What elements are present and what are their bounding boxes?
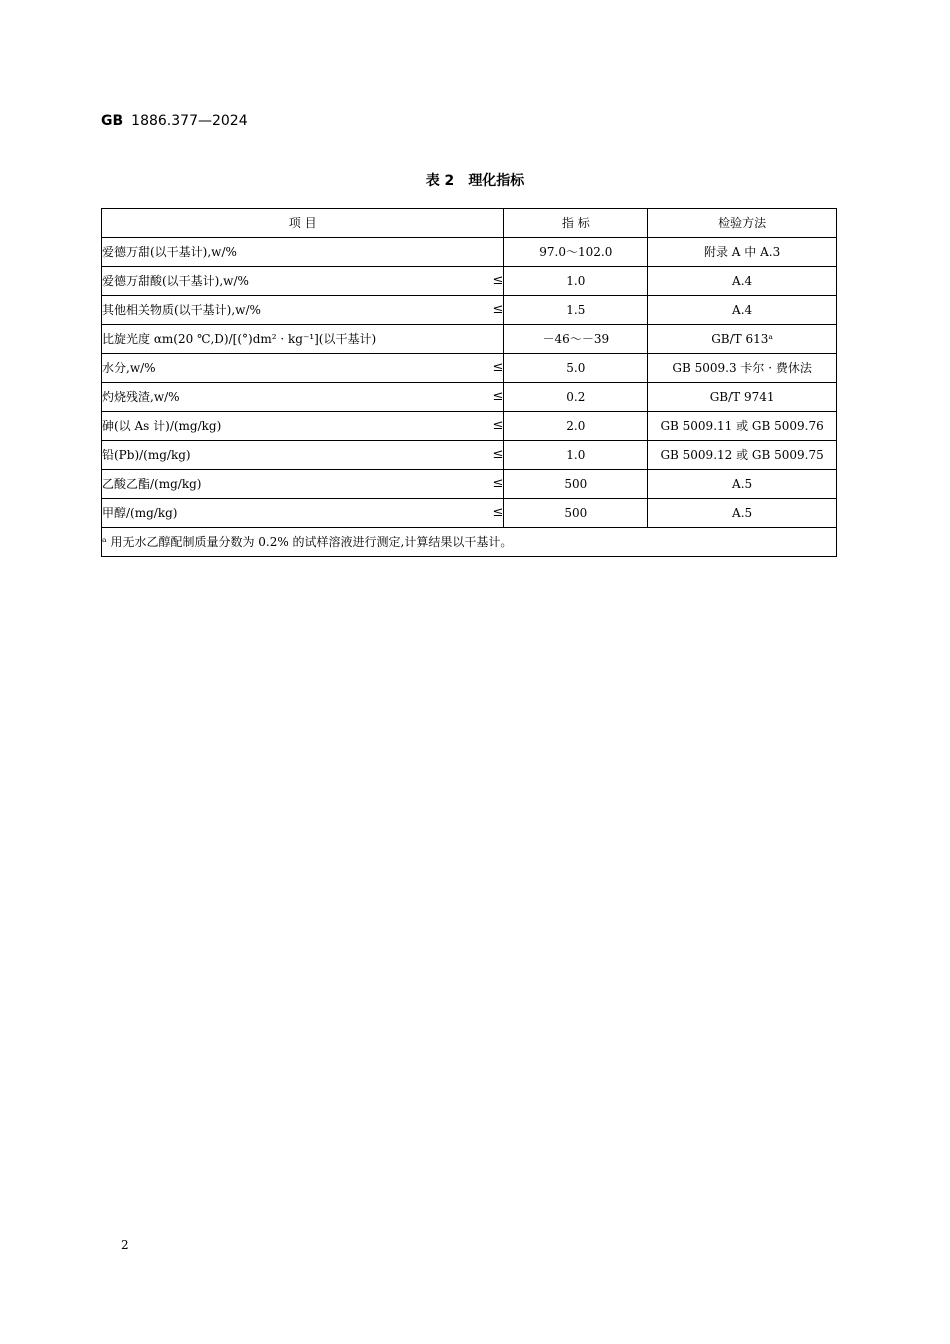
table-row bbox=[102, 470, 837, 499]
item-cell bbox=[102, 383, 504, 412]
table-row bbox=[102, 325, 837, 354]
table-row bbox=[102, 267, 837, 296]
value-cell: 5.0 bbox=[504, 354, 648, 383]
table-row bbox=[102, 383, 837, 412]
table-row bbox=[102, 441, 837, 470]
item-label: 砷(以 As 计)/(mg/kg) bbox=[102, 419, 222, 433]
header-value: 指 标 bbox=[504, 209, 648, 238]
table-number: 表 2 bbox=[425, 173, 455, 189]
item-label: 爱德万甜(以干基计),w/% bbox=[102, 245, 237, 259]
standard-number: 1886.377—2024 bbox=[131, 113, 248, 129]
condition-symbol: ≤ bbox=[492, 273, 504, 288]
method-cell: 附录 A 中 A.3 bbox=[648, 238, 837, 267]
item-label: 铅(Pb)/(mg/kg) bbox=[102, 448, 191, 462]
value-cell: 0.2 bbox=[504, 383, 648, 412]
table-row bbox=[102, 412, 837, 441]
item-cell bbox=[102, 354, 504, 383]
table-row bbox=[102, 238, 837, 267]
spec-table bbox=[101, 208, 837, 557]
value-cell: 500 bbox=[504, 470, 648, 499]
standard-prefix: GB bbox=[101, 113, 124, 129]
item-cell bbox=[102, 470, 504, 499]
item-cell bbox=[102, 499, 504, 528]
value-cell: 97.0～102.0 bbox=[504, 238, 648, 267]
item-cell bbox=[102, 441, 504, 470]
item-label: 其他相关物质(以干基计),w/% bbox=[102, 303, 261, 317]
item-label: 比旋光度 αm(20 ℃,D)/[(°)dm² · kg⁻¹](以干基计) bbox=[102, 332, 377, 346]
method-cell: A.4 bbox=[648, 267, 837, 296]
table-caption bbox=[0, 170, 950, 190]
item-cell bbox=[102, 238, 504, 267]
table-title: 理化指标 bbox=[468, 173, 525, 189]
table-row bbox=[102, 354, 837, 383]
value-cell: 500 bbox=[504, 499, 648, 528]
condition-symbol: ≤ bbox=[492, 302, 504, 317]
item-cell bbox=[102, 325, 504, 354]
item-label: 水分,w/% bbox=[102, 361, 156, 375]
item-cell bbox=[102, 412, 504, 441]
item-label: 爱德万甜酸(以干基计),w/% bbox=[102, 274, 249, 288]
value-cell: 1.0 bbox=[504, 441, 648, 470]
item-cell bbox=[102, 296, 504, 325]
method-cell: GB 5009.3 卡尔 · 费休法 bbox=[648, 354, 837, 383]
value-cell: 1.0 bbox=[504, 267, 648, 296]
method-cell: A.5 bbox=[648, 470, 837, 499]
table-footnote: ᵃ 用无水乙醇配制质量分数为 0.2% 的试样溶液进行测定,计算结果以干基计。 bbox=[102, 528, 837, 557]
value-cell: －46～－39 bbox=[504, 325, 648, 354]
method-cell: GB/T 9741 bbox=[648, 383, 837, 412]
method-cell: GB/T 613ᵃ bbox=[648, 325, 837, 354]
condition-symbol: ≤ bbox=[492, 476, 504, 491]
header-method: 检验方法 bbox=[648, 209, 837, 238]
page-number: 2 bbox=[121, 1238, 129, 1252]
table-header-row bbox=[102, 209, 837, 238]
condition-symbol: ≤ bbox=[492, 418, 504, 433]
table-row bbox=[102, 499, 837, 528]
condition-symbol: ≤ bbox=[492, 389, 504, 404]
condition-symbol: ≤ bbox=[492, 505, 504, 520]
condition-symbol: ≤ bbox=[492, 447, 504, 462]
header-item: 项 目 bbox=[102, 209, 504, 238]
condition-symbol: ≤ bbox=[492, 360, 504, 375]
table-footnote-row bbox=[102, 528, 837, 557]
method-cell: A.5 bbox=[648, 499, 837, 528]
method-cell: GB 5009.11 或 GB 5009.76 bbox=[648, 412, 837, 441]
item-label: 乙酸乙酯/(mg/kg) bbox=[102, 477, 202, 491]
item-cell bbox=[102, 267, 504, 296]
table-row bbox=[102, 296, 837, 325]
method-cell: A.4 bbox=[648, 296, 837, 325]
value-cell: 2.0 bbox=[504, 412, 648, 441]
method-cell: GB 5009.12 或 GB 5009.75 bbox=[648, 441, 837, 470]
item-label: 灼烧残渣,w/% bbox=[102, 390, 180, 404]
value-cell: 1.5 bbox=[504, 296, 648, 325]
item-label: 甲醇/(mg/kg) bbox=[102, 506, 178, 520]
standard-header bbox=[101, 113, 248, 129]
